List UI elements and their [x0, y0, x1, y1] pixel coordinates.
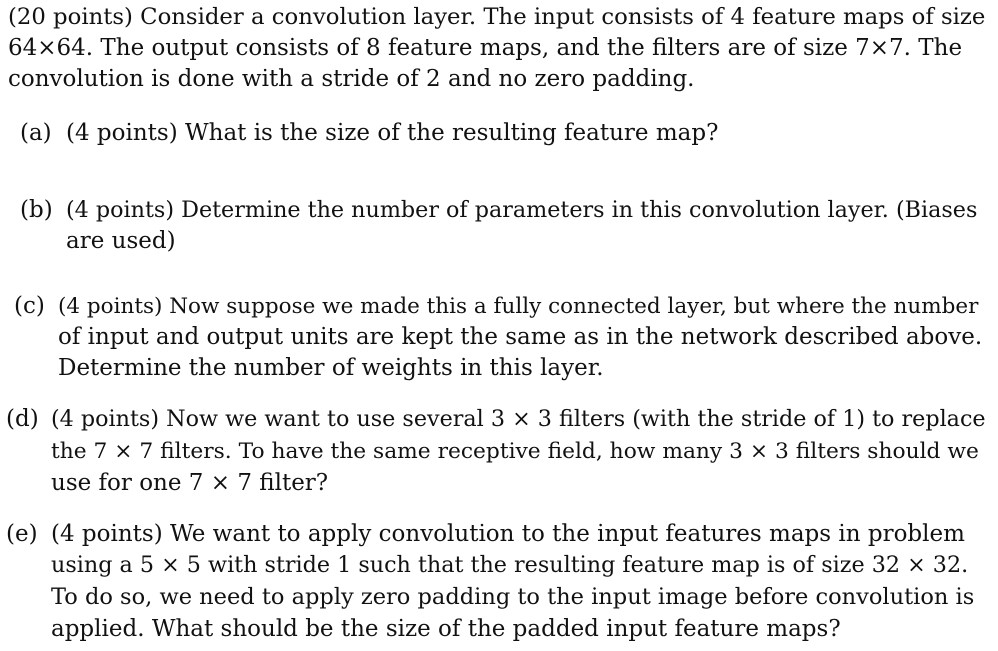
part-d-label: (d): [6, 406, 39, 432]
part-e-label: (e): [6, 521, 38, 547]
problem-intro-line-3: convolution is done with a stride of 2 and no zero padding.: [8, 66, 695, 92]
problem-intro-line-2: 64×64. The output consists of 8 feature maps, and the filters are of size 7×7. The: [8, 35, 963, 61]
part-b-line-1: (4 points) Determine the number of parameters in this convolution layer. (Biases: [66, 197, 978, 223]
part-d-line-3: use for one 7 × 7 filter?: [51, 470, 329, 496]
part-b-label: (b): [20, 197, 53, 223]
part-a-line-1: (4 points) What is the size of the resulting feature map?: [66, 120, 719, 146]
part-c-line-3: Determine the number of weights in this layer.: [58, 355, 604, 381]
problem-intro-line-1: (20 points) Consider a convolution layer. The input consists of 4 feature maps of size: [8, 4, 986, 30]
part-e-line-4: applied. What should be the size of the padded input feature maps?: [51, 616, 841, 642]
part-b-line-2: are used): [66, 228, 176, 254]
part-c-line-1: (4 points) Now suppose we made this a fully connected layer, but where the number: [58, 294, 979, 319]
part-e-line-3: To do so, we need to apply zero padding to the input image before convolution is: [51, 584, 975, 610]
part-c-label: (c): [14, 293, 45, 319]
part-d-line-2: the 7 × 7 filters. To have the same receptive field, how many 3 × 3 filters should we: [51, 439, 979, 464]
part-a-label: (a): [20, 120, 52, 146]
part-e-line-1: (4 points) We want to apply convolution to the input features maps in problem: [51, 521, 965, 547]
part-e-line-2: using a 5 × 5 with stride 1 such that the resulting feature map is of size 32 × 32.: [51, 552, 969, 578]
part-d-line-1: (4 points) Now we want to use several 3 × 3 filters (with the stride of 1) to replace: [51, 406, 986, 432]
part-c-line-2: of input and output units are kept the same as in the network described above.: [58, 324, 983, 350]
